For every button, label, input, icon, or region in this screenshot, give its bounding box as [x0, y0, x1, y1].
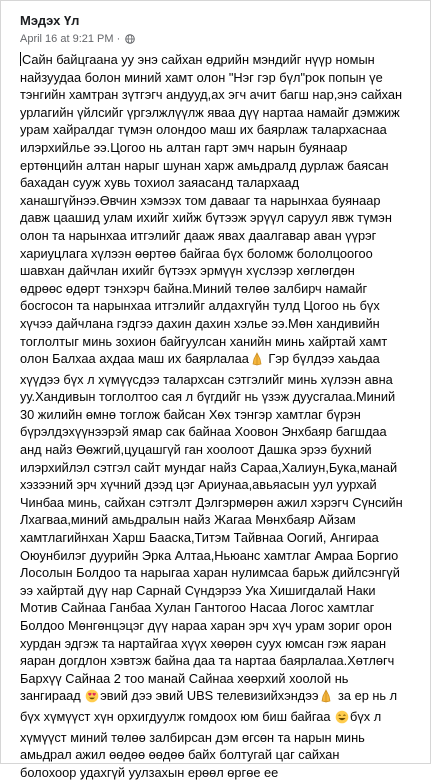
post-line: амьдрал ажил өөдөө өөдөө байх болтугай цаг сайхан	[20, 747, 340, 763]
post-line: уу.Хандивын тоглолтоо сая л бүгдийг нь үзэж дуусгалаа.Миний	[20, 389, 396, 405]
post-line: урам хайралдаг түмэн олондоо маш их баярлаж талархаснаа	[20, 122, 387, 138]
post-line: 30 жилийн өмнө тоглож байсан Хөх тэнгэр хамтлаг бүрэн	[20, 406, 361, 422]
post-line: хүмүүст миний төлөө залбирсан дэм өгсөн та нарын минь	[20, 729, 365, 745]
post-line: Болдоо Мөнгөнцэцэг дүү нараа харан эрч хүч урам зориг орон	[20, 618, 392, 633]
meta-separator: ·	[116, 33, 121, 45]
post-line: хүүдээ бүх л хүмүүсдээ талархсан сэтгэлийг минь хүлээн авна	[20, 371, 393, 387]
post-body	[20, 51, 425, 781]
post-line: олон Балхаа ахдаа маш их баярлалаа Гэр бүлдээ хаьдаа	[20, 350, 425, 371]
post-line: тэнгийн хамтран зүтгэгч андууд,ах эгч ачит багш нар,энэ сайхан	[20, 87, 403, 103]
post-line: хариуцлага хүлээн өөртөө байгаа бүх боломж бололцоогоо	[20, 245, 373, 261]
post-line: хүчээ дайчлана гэдгээ дахин дахин хэлье ээ.Мөн хандивийн	[20, 315, 380, 331]
post-line: ээ хайртай дүү нар Сарнай Сүндэрээ Ука Хишигдалай Наки	[20, 582, 376, 598]
post-line: илэрхийлье ээ.Цогоо нь алтан гарт эмч нарын буянаар	[20, 139, 348, 155]
post-line: ертөнцийн алтан нарыг шунан харж амьдралд дурлаж баясан	[20, 157, 389, 173]
post-line: бахадан сууж хувь тохиол заяасанд талархаад	[20, 175, 300, 191]
post-line: босгосон та нарынхаа итгэлийг алдахгүйн тулд Цогоо нь бүх	[20, 298, 380, 314]
post-line: хамтлагийнхан Харш Бааска,Титэм Тайвнаа Оогий, Ангираа	[20, 530, 379, 546]
post-timestamp[interactable]: April 16 at 9:21 PM	[20, 33, 114, 45]
post-meta	[20, 32, 135, 46]
folded-hands-icon	[319, 689, 333, 708]
folded-hands-icon	[250, 352, 264, 371]
post-line: анд найз Өөжгий,цуцашгүй ган хоолоот Дашка эрээ бухний	[20, 442, 372, 458]
post-line: Мотив Сайнаа Ганбаа Хулан Гантогоо Насаа Логос хамтлаг	[20, 600, 375, 616]
post-line: шавхан дайчлан ихийг бүтээх эрмүүн хүслээр хөглөгдөн	[20, 263, 355, 279]
post-line: Лосолын Болдоо та нарыгаа харан нулимсаа барьж дийлсэнгүй	[20, 565, 400, 581]
post-line: ханашгүйнээ.Өвчин хэмээх том давааг та нарынхаа буянаар	[20, 192, 381, 208]
post-line: Бархүү Сайнаа 2 тоо манай Сайнаа хөөрхий хоолой нь	[20, 670, 349, 686]
author-name[interactable]: Мэдэх Үл	[20, 13, 80, 28]
post-line: өдрөөс өдөрт тэнхэрч байна.Миний төлөө залбирч намайг	[20, 280, 368, 296]
post-line: олон та нарынхаа итгэлийг дааж явах даалгавар аван үүрэг	[20, 227, 377, 243]
post-line: илэрхийлэл сэтгэл сайт мундаг найз Сараа,Халиун,Бука,манай	[20, 459, 398, 475]
post-line: Чинбаа минь, сайхан сэтгэлт Дэлгэрмөрөн ажил хэрэгч Сүнсийн	[20, 494, 403, 510]
post-line: хурдан эдгэж та нартайгаа хүүх хөөрөн суух юмсан гэж яаран	[20, 635, 387, 651]
post-line: найзуудаа болон миний хамт олон "Нэг гэр бүл"рок попын үе	[20, 69, 383, 85]
heart-eyes-icon	[85, 689, 99, 708]
post-line: яаран догдлон хэвтэж байна даа та нартаа баярлалаа.Хөтлөгч	[20, 653, 395, 669]
post-line: урлагийн үйлсийг үргэлжлүүлж яваа дүү нартаа намайг дэмжиж	[20, 104, 400, 120]
post-line: тоглолтыг минь зохион байгуулсан ханийн минь хайртай хамт	[20, 333, 388, 349]
post-line: Сайн байцгаана уу энэ сайхан өдрийн мэндийг нүүр номын	[22, 52, 375, 67]
post-line: Оюунбилэг дуурийн Эрка Алтаа,Ньюанс хамтлаг Амраа Боргио	[20, 547, 399, 563]
post-line: болохоор удахгүй уулзахын ерөөл өргөе ее	[20, 764, 279, 780]
post-line: давж цаашид улам ихийг хийж бүтээж эрүүл саруул явж түмэн	[20, 210, 392, 226]
post-line: Лхагваа,миний амьдралын найз Жагаа Мөнхбаяр Айзам	[20, 512, 356, 528]
post-line: бүрэлдэхүүнээрэй ямар сак байнаа Хоовон Энхбаяр багшдаа	[20, 424, 387, 440]
post-header	[20, 13, 135, 46]
globe-icon[interactable]	[125, 34, 135, 44]
grinning-face-icon	[335, 710, 349, 729]
text-cursor	[20, 52, 21, 66]
post-line: бүх хүмүүст хүн орхигдуулж гомдоох юм биш байгаа бүх л	[20, 708, 425, 729]
post-line: зангираад эвий дээ эвий UBS телевизийхэндээ за ер нь л	[20, 687, 425, 708]
post-line: хэзээний эрч хүчний дээд цэг Ариунаа,авьяасын уул уурхай	[20, 477, 377, 493]
